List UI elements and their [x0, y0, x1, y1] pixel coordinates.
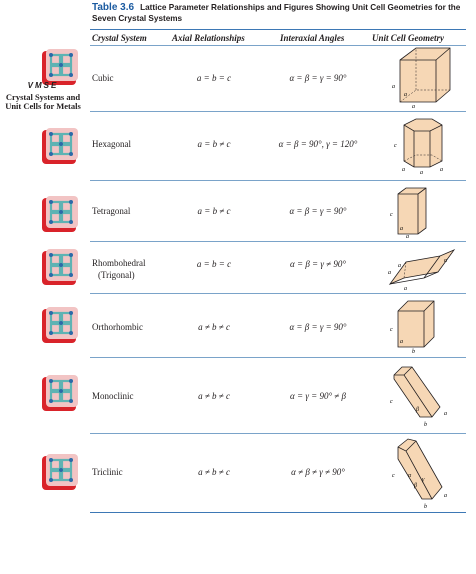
cell-axial: a = b ≠ c [197, 139, 231, 149]
cubic-label-a: a [392, 84, 395, 90]
system-alt-name: (Trigonal) [98, 270, 135, 280]
hexagonal-cell-diagram [384, 113, 464, 175]
vmse-cube-icon[interactable] [40, 452, 80, 492]
tri-label-alpha: α [408, 473, 412, 479]
col-header-axial: Axial Relationships [172, 33, 245, 43]
row-divider [90, 241, 466, 242]
vmse-cube-icon[interactable] [40, 126, 80, 166]
col-header-system: Crystal System [92, 33, 147, 43]
mono-label-beta: β [416, 407, 419, 413]
col-header-geometry: Unit Cell Geometry [372, 33, 444, 43]
cell-angles: α ≠ β ≠ γ ≠ 90° [291, 467, 345, 477]
cell-angles: α = β = γ = 90° [289, 206, 347, 216]
row-divider [90, 111, 466, 112]
cell-axial: a = b = c [196, 259, 232, 269]
table-bottom-rule [90, 512, 466, 513]
tet-label-c: c [390, 212, 393, 218]
hex-label-c: c [394, 143, 397, 149]
cell-angles: α = β = γ = 90° [289, 322, 347, 332]
tet-label-a: a [406, 234, 409, 238]
cell-system: Orthorhombic [92, 322, 143, 332]
vmse-badge: VMSE [27, 81, 59, 90]
ortho-label-c: c [390, 327, 393, 333]
mono-label-a: a [444, 411, 447, 417]
tet-label-a: a [400, 226, 403, 232]
rhomb-label-a: a [388, 270, 391, 276]
cell-system: Hexagonal [92, 139, 131, 149]
row-divider [90, 293, 466, 294]
cell-system: Monoclinic [92, 391, 134, 401]
rhomb-label-alpha: α [444, 258, 448, 264]
vmse-cube-icon[interactable] [40, 247, 80, 287]
tri-label-beta: β [414, 483, 417, 489]
orthorhombic-cell-diagram [384, 297, 464, 353]
rhomb-label-a: a [398, 263, 401, 269]
vmse-cube-icon[interactable] [40, 305, 80, 345]
hex-label-a: a [440, 167, 443, 173]
system-name: Rhombohedral [92, 258, 146, 268]
mono-label-b: b [424, 422, 427, 428]
tri-label-gamma: γ [422, 477, 425, 483]
triclinic-cell-diagram [384, 437, 464, 511]
cubic-cell-diagram [384, 46, 464, 110]
cubic-label-a: a [412, 104, 415, 110]
table-title [92, 2, 472, 24]
hex-label-a: a [420, 170, 423, 175]
cell-system [92, 257, 146, 281]
table-caption: Lattice Parameter Relationships and Figures Showing Unit Cell Geometries for the Seven Crystal Systems [92, 3, 461, 23]
rhomb-label-a: a [404, 286, 407, 292]
cell-axial: a = b ≠ c [197, 206, 231, 216]
cubic-label-a: a [404, 92, 407, 98]
cell-axial: a ≠ b ≠ c [198, 391, 230, 401]
cell-angles: α = β = γ = 90° [289, 73, 347, 83]
tetragonal-cell-diagram [384, 184, 464, 238]
col-header-angles: Interaxial Angles [280, 33, 345, 43]
cell-axial: a = b = c [196, 73, 232, 83]
row-divider [90, 433, 466, 434]
cell-angles: α = γ = 90° ≠ β [290, 391, 346, 401]
hex-label-a: a [402, 167, 405, 173]
cell-system: Tetragonal [92, 206, 131, 216]
cell-system: Cubic [92, 73, 114, 83]
row-divider [90, 357, 466, 358]
row-divider [90, 180, 466, 181]
ortho-label-b: b [412, 349, 415, 353]
cell-axial: a ≠ b ≠ c [198, 467, 230, 477]
cell-angles: α = β = γ ≠ 90° [290, 259, 346, 269]
vmse-cube-icon[interactable] [40, 194, 80, 234]
cell-angles: α = β = 90°, γ = 120° [278, 139, 358, 149]
table-number: Table 3.6 [92, 2, 135, 13]
mono-label-c: c [390, 399, 393, 405]
table-top-rule [90, 29, 466, 30]
vmse-cube-icon[interactable] [40, 373, 80, 413]
vmse-note [0, 82, 86, 111]
tri-label-c: c [392, 473, 395, 479]
tri-label-b: b [424, 504, 427, 510]
vmse-caption: Crystal Systems and Unit Cells for Metals [5, 91, 81, 112]
monoclinic-cell-diagram [384, 361, 464, 429]
cell-axial: a ≠ b ≠ c [198, 322, 230, 332]
cell-system: Triclinic [92, 467, 123, 477]
ortho-label-a: a [400, 339, 403, 345]
rhombohedral-cell-diagram [384, 244, 464, 292]
tri-label-a: a [444, 493, 447, 499]
